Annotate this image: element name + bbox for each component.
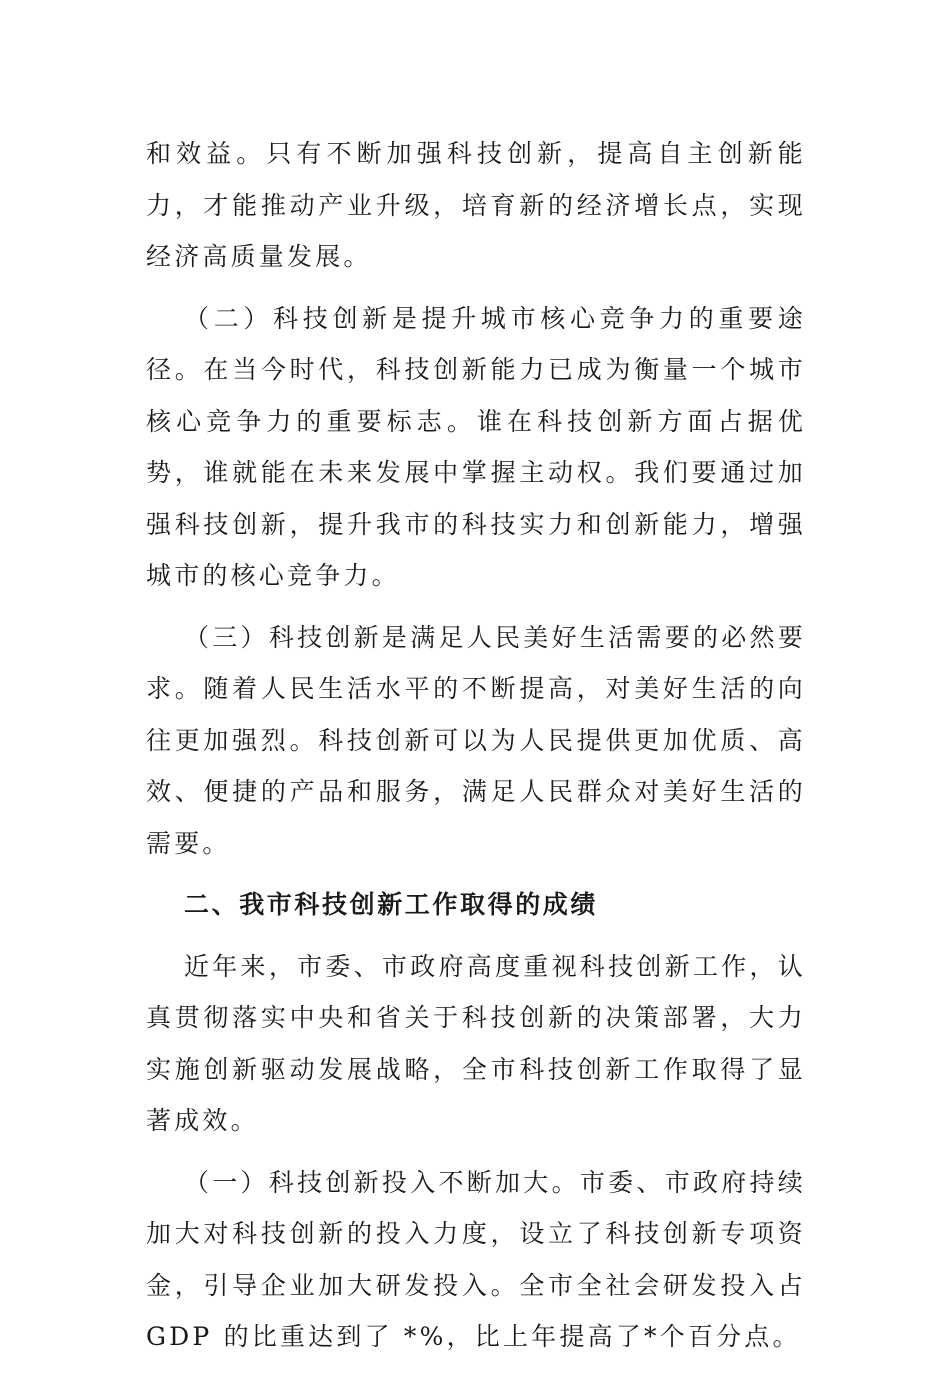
section-heading: 二、我市科技创新工作取得的成绩	[184, 890, 599, 919]
paragraph-section-3: （三）科技创新是满足人民美好生活需要的必然要求。随着人民生活水平的不断提高，对美好生活的向往更加强烈。科技创新可以为人民提供更加优质、高效、便捷的产品和服务，满足人民群众对美好生活的需要。	[146, 622, 806, 858]
paragraph-continuation: 和效益。只有不断加强科技创新，提高自主创新能力，才能推动产业升级，培育新的经济增长点，实现经济高质量发展。	[146, 139, 806, 271]
document-body	[146, 128, 806, 1373]
paragraph-section-2: （二）科技创新是提升城市核心竞争力的重要途径。在当今时代，科技创新能力已成为衡量一个城市核心竞争力的重要标志。谁在科技创新方面占据优势，谁就能在未来发展中掌握主动权。我们要通过加强科技创新，提升我市的科技实力和创新能力，增强城市的核心竞争力。	[146, 303, 806, 590]
paragraph-achievement-1: （一）科技创新投入不断加大。市委、市政府持续加大对科技创新的投入力度，设立了科技创新专项资金，引导企业加大研发投入。全市全社会研发投入占 GDP 的比重达到了 *%，比上年提高了*个百分点。	[146, 1167, 806, 1351]
paragraph-achievements-intro: 近年来，市委、市政府高度重视科技创新工作，认真贯彻落实中央和省关于科技创新的决策部署，大力实施创新驱动发展战略，全市科技创新工作取得了显著成效。	[146, 951, 806, 1135]
